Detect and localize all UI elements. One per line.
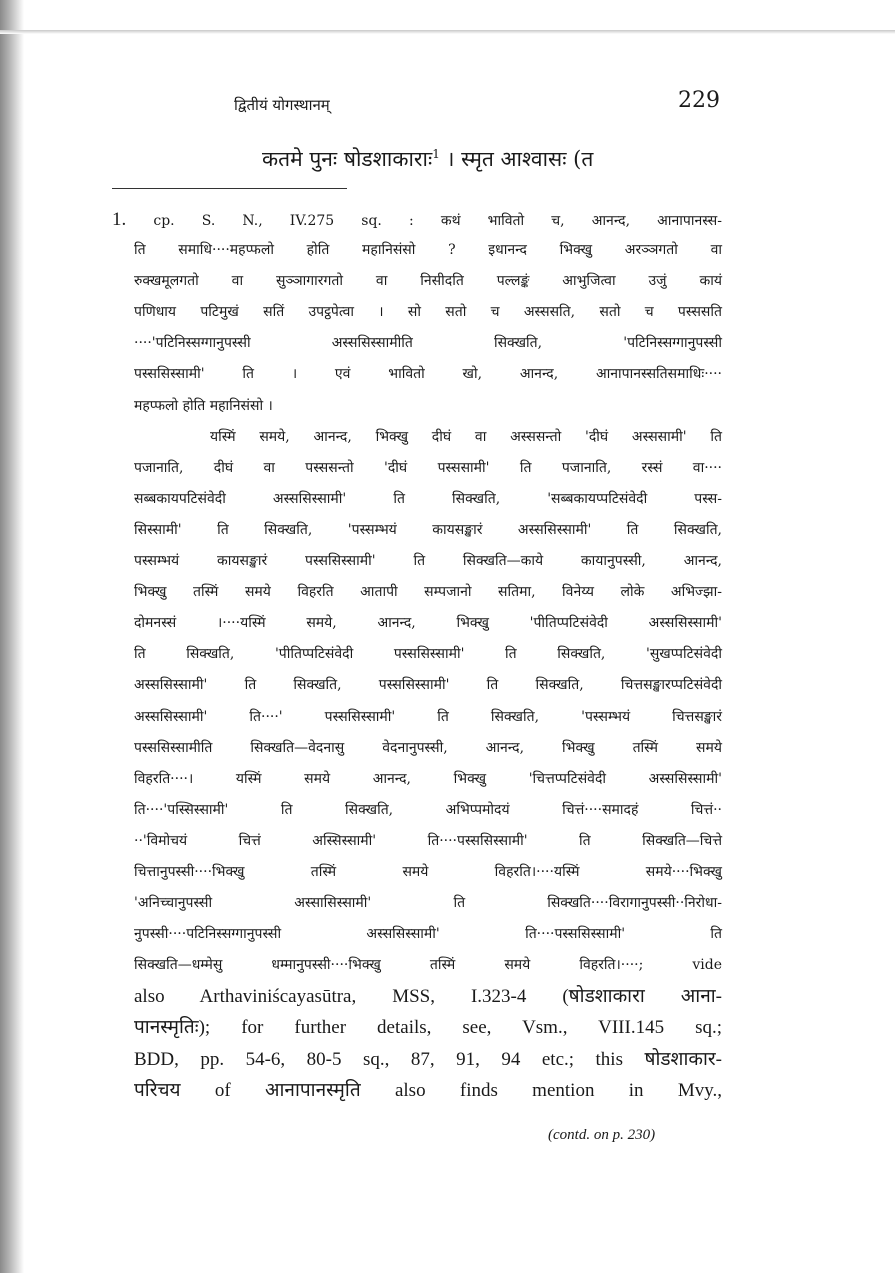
- footnote-line: यस्मिं समये, आनन्द, भिक्खु दीघं वा अस्ससन्तो 'दीघं अस्ससामी' ति: [210, 428, 722, 445]
- continuation-note: (contd. on p. 230): [548, 1127, 656, 1143]
- footnote-line: ति····'पस्सिस्सामी' ति सिक्खति, अभिप्पमोदयं चित्तं····समादहं चित्तं··: [134, 801, 722, 818]
- page-top-edge: [0, 30, 895, 34]
- page-number: 229: [678, 88, 720, 113]
- footnote-line: महप्फलो होति महानिसंसो ।: [134, 397, 273, 414]
- main-text: कतमे पुनः षोडशाकाराः: [262, 147, 433, 171]
- running-title: द्वितीयं योगस्थानम्: [234, 96, 330, 114]
- footnote-line: [112, 204, 722, 235]
- footnote-line: ति समाधि····महप्फलो होति महानिसंसो ? इधानन्द भिक्खु अरञ्ञगतो वा: [134, 242, 722, 259]
- footnote-line: सिक्खति—धम्मेसु धम्मानुपस्सी····भिक्खु तस्मिं समये विहरति।····; vide: [134, 957, 722, 974]
- footnote-line: अस्ससिस्सामी' ति सिक्खति, पस्ससिस्सामी' ति सिक्खति, चित्तसङ्खारप्पटिसंवेदी: [134, 677, 722, 694]
- footnote-line: ····'पटिनिस्सग्गानुपस्सी अस्ससिस्सामीति सिक्खति, 'पटिनिस्सग्गानुपस्सी: [134, 335, 722, 352]
- footnote-line: पस्ससिस्सामीति सिक्खति—वेदनासु वेदनानुपस्सी, आनन्द, भिक्खु तस्मिं समये: [134, 739, 722, 756]
- footnote-line: चित्तानुपस्सी····भिक्खु तस्मिं समये विहरति।····यस्मिं समये····भिक्खु: [134, 863, 722, 880]
- footnote-line: सब्बकायपटिसंवेदी अस्ससिस्सामी' ति सिक्खति, 'सब्बकायप्पटिसंवेदी पस्स-: [134, 490, 722, 507]
- footnote-line: अस्ससिस्सामी' ति····' पस्ससिस्सामी' ति सिक्खति, 'पस्सम्भयं चित्तसङ्खारं: [134, 708, 722, 725]
- main-text-rest: । स्मृत आश्वासः (त: [439, 147, 594, 171]
- footnote-line: विहरति····। यस्मिं समये आनन्द, भिक्खु 'चित्तप्पटिसंवेदी अस्ससिस्सामी': [134, 770, 722, 787]
- footnote-line: नुपस्सी····पटिनिस्सग्गानुपस्सी अस्ससिस्सामी' ति····पस्ससिस्सामी' ति: [134, 926, 722, 943]
- footnote-line: पणिधाय पटिमुखं सतिं उपट्ठपेत्वा । सो सतो च अस्ससति, सतो च पस्ससति: [134, 304, 722, 321]
- footnote-line: BDD, pp. 54-6, 80-5 sq., 87, 91, 94 etc.; this षोडशाकार-: [134, 1048, 722, 1070]
- footnote-line-text: cp. S. N., IV.275 sq. : कथं भावितो च, आनन्द, आनापानस्स-: [153, 213, 722, 229]
- main-text-line: [262, 145, 593, 173]
- footnote: [112, 204, 722, 1106]
- footnote-line: ति सिक्खति, 'पीतिप्पटिसंवेदी पस्ससिस्सामी' ति सिक्खति, 'सुखप्पटिसंवेदी: [134, 646, 722, 663]
- footnote-line: 'अनिच्चानुपस्सी अस्सासिस्सामी' ति सिक्खति····विरागानुपस्सी··निरोधा-: [134, 895, 722, 912]
- footnote-marker[interactable]: 1: [432, 147, 440, 161]
- footnote-line: रुक्खमूलगतो वा सुञ्ञागारगतो वा निसीदति पल्लङ्कं आभुजित्वा उजुं कायं: [134, 273, 722, 290]
- footnote-line: पानस्मृतिः); for further details, see, Vsm., VIII.145 sq.;: [134, 1017, 722, 1039]
- footnote-line: also Arthaviniścayasūtra, MSS, I.323-4 (षोडशाकारा आना-: [134, 986, 722, 1008]
- book-spine-shadow: [0, 0, 24, 1273]
- footnote-line: भिक्खु तस्मिं समये विहरति आतापी सम्पजानो सतिमा, विनेय्य लोके अभिज्झा-: [134, 584, 722, 601]
- footnote-line: ··'विमोचयं चित्तं अस्सिस्सामी' ति····पस्ससिस्सामी' ति सिक्खति—चित्ते: [134, 832, 722, 849]
- footnote-line: पस्ससिस्सामी' ति । एवं भावितो खो, आनन्द, आनापानस्सतिसमाधिः····: [134, 366, 722, 383]
- footnote-line: दोमनस्सं ।····यस्मिं समये, आनन्द, भिक्खु 'पीतिप्पटिसंवेदी अस्ससिस्सामी': [134, 615, 722, 632]
- footnote-line: परिचय of आनापानस्मृति also finds mention in Mvy.,: [134, 1079, 722, 1101]
- footnote-line: पस्सम्भयं कायसङ्खारं पस्ससिस्सामी' ति सिक्खति—काये कायानुपस्सी, आनन्द,: [134, 553, 722, 570]
- footnote-line: सिस्सामी' ति सिक्खति, 'पस्सम्भयं कायसङ्खारं अस्ससिस्सामी' ति सिक्खति,: [134, 521, 722, 538]
- footnote-line: पजानाति, दीघं वा पस्ससन्तो 'दीघं पस्ससामी' ति पजानाति, रस्सं वा····: [134, 459, 722, 476]
- footnote-rule: [112, 188, 347, 189]
- footnote-number: 1.: [112, 209, 127, 230]
